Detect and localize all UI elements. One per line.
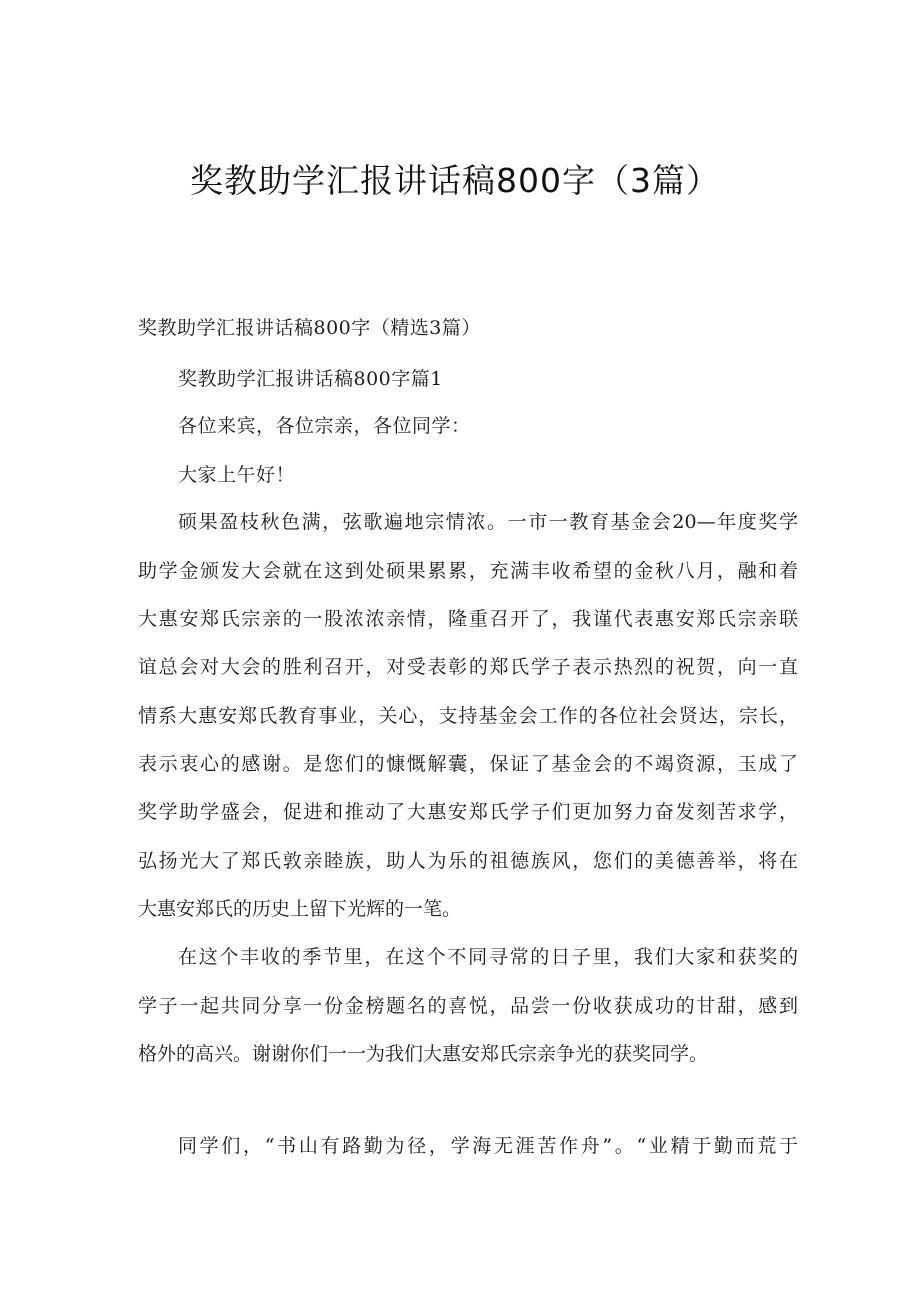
paragraph-3-line: 同学们，“书山有路勤为径，学海无涯苦作舟”。“业精于勤而荒于 — [178, 1135, 798, 1157]
paragraph-1-line: 弘扬光大了郑氏敦亲睦族，助人为乐的祖德族风，您们的美德善举，将在 — [138, 850, 798, 872]
document-subtitle: 奖教助学汇报讲话稿800字（精选3篇） — [138, 317, 481, 339]
paragraph-1-line: 情系大惠安郑氏教育事业，关心，支持基金会工作的各位社会贤达，宗长， — [138, 705, 798, 727]
paragraph-1-line: 表示衷心的感谢。是您们的慷慨解囊，保证了基金会的不竭资源，玉成了 — [138, 753, 798, 775]
paragraph-2-line: 学子一起共同分享一份金榜题名的喜悦，品尝一份收获成功的甘甜，感到 — [138, 995, 798, 1017]
paragraph-1-line: 谊总会对大会的胜利召开，对受表彰的郑氏学子表示热烈的祝贺，向一直 — [138, 656, 798, 678]
paragraph-1-line: 助学金颁发大会就在这到处硕果累累，充满丰收希望的金秋八月，融和着 — [138, 560, 798, 582]
salutation: 各位来宾，各位宗亲，各位同学： — [178, 415, 471, 437]
paragraph-2-line: 格外的高兴。谢谢你们一一为我们大惠安郑氏宗亲争光的获奖同学。 — [138, 1043, 709, 1065]
paragraph-1-line: 奖学助学盛会，促进和推动了大惠安郑氏学子们更加努力奋发刻苦求学， — [138, 801, 798, 823]
paragraph-1-line: 大惠安郑氏的历史上留下光辉的一笔。 — [138, 898, 462, 920]
paragraph-2-line: 在这个丰收的季节里，在这个不同寻常的日子里，我们大家和获奖的 — [178, 946, 798, 968]
greeting: 大家上午好！ — [178, 464, 296, 486]
paragraph-1-line: 硕果盈枝秋色满，弦歌遍地宗情浓。一市一教育基金会20—年度奖学 — [178, 511, 798, 533]
section-heading: 奖教助学汇报讲话稿800字篇1 — [178, 368, 443, 390]
document-title: 奖教助学汇报讲话稿800字（3篇） — [190, 161, 720, 200]
paragraph-1-line: 大惠安郑氏宗亲的一股浓浓亲情，隆重召开了，我谨代表惠安郑氏宗亲联 — [138, 608, 798, 630]
